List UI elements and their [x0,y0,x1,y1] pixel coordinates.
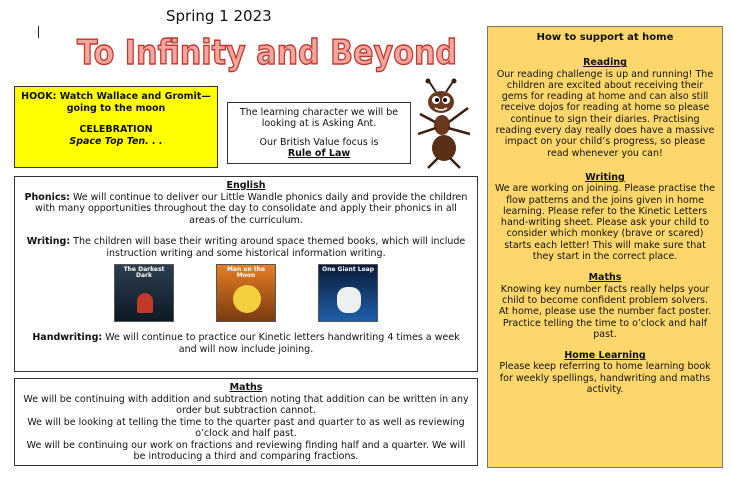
british-value-name: Rule of Law [287,148,351,159]
phonics-label: Phonics: [24,191,70,203]
page-title [72,26,462,76]
maths-support-text-1: Knowing key number facts really helps your child to become confident problem solvers. [500,283,710,306]
english-section [14,176,478,372]
book-title: The Darkest Dark [123,266,165,279]
book-cover-man-on-the-moon [216,264,276,322]
maths-paragraph-2: We will be looking at telling the time to the quarter past and quarter to as well as reviewing o’clock and half past. [27,416,465,439]
book-covers [23,264,469,322]
celebration-text: Space Top Ten. . . [69,136,163,147]
book-cover-one-giant-leap [318,264,378,322]
english-heading: English [226,180,266,191]
learning-character-box [227,102,411,164]
writing-text: The children will base their writing around space themed books, which will include instruction writing and some historical information writing. [70,236,466,259]
hook-text: HOOK: Watch Wallace and Gromit— going to the moon [21,91,211,114]
celebration-label: CELEBRATION [79,124,153,135]
maths-support-text-3: Practice telling the time to o’clock and half past. [502,317,708,340]
learning-character-text: The learning character we will be looking at is Asking Ant. [239,107,399,129]
hook-box [14,86,218,168]
ant-icon [408,78,478,170]
british-value-text: Our British Value focus is [259,137,379,148]
maths-section [14,378,478,466]
writing-label: Writing: [26,236,71,247]
writing-support-text: We are working on joining. Please practise the flow patterns and the joins given in home learning. Please refer to the Kinetic Letters hand-writing sheet. Please ask your child to consider which monkey (brave or scared) starts each letter! This will make sure that they start in the correct place. [494,183,716,263]
handwriting-paragraph [23,332,469,355]
book-cover-darkest-dark [114,264,174,322]
maths-support-text-2: At home, please use the number fact poster. [498,306,712,318]
book-title: Man on the Moon [226,266,266,279]
text-cursor [38,26,39,38]
page-title-text: To Infinity and Beyond [77,33,457,73]
home-learning-heading: Home Learning [564,350,646,362]
maths-paragraph-1: We will be continuing with addition and subtraction noting that addition can be written in any order but subtraction cannot. [23,393,469,416]
support-at-home-panel [487,26,723,468]
phonics-paragraph [23,192,469,227]
maths-support-heading: Maths [588,272,622,284]
maths-heading: Maths [229,382,263,393]
home-learning-text: Please keep referring to home learning book for weekly spellings, handwriting and maths activity. [499,361,711,396]
handwriting-text: We will continue to practice our Kinetic letters handwriting 4 times a week and will now include joining. [102,332,460,355]
term-title: Spring 1 2023 [166,7,272,25]
handwriting-label: Handwriting: [32,332,103,343]
phonics-text: We will continue to deliver our Little Wandle phonics daily and provide the children with many opportunities throughout the day to consolidate and apply their phonics in all areas of the curriculum. [35,191,468,226]
book-title: One Giant Leap [321,266,375,273]
writing-heading: Writing [585,171,625,183]
maths-paragraph-3: We will be continuing our work on fractions and reviewing finding half and a quarter. We will be introducing a third and comparing fractions. [26,439,466,462]
support-title: How to support at home [536,32,674,43]
writing-paragraph [23,236,469,259]
reading-heading: Reading [583,57,627,69]
reading-text: Our reading challenge is up and running! The children are excited about receiving their gems for reading at home and can also still receive dojos for reading at home so please continue to sign their diaries. Practising reading every day really does have a massive impact on your child’s progress, so please read whenever you can! [495,68,715,159]
